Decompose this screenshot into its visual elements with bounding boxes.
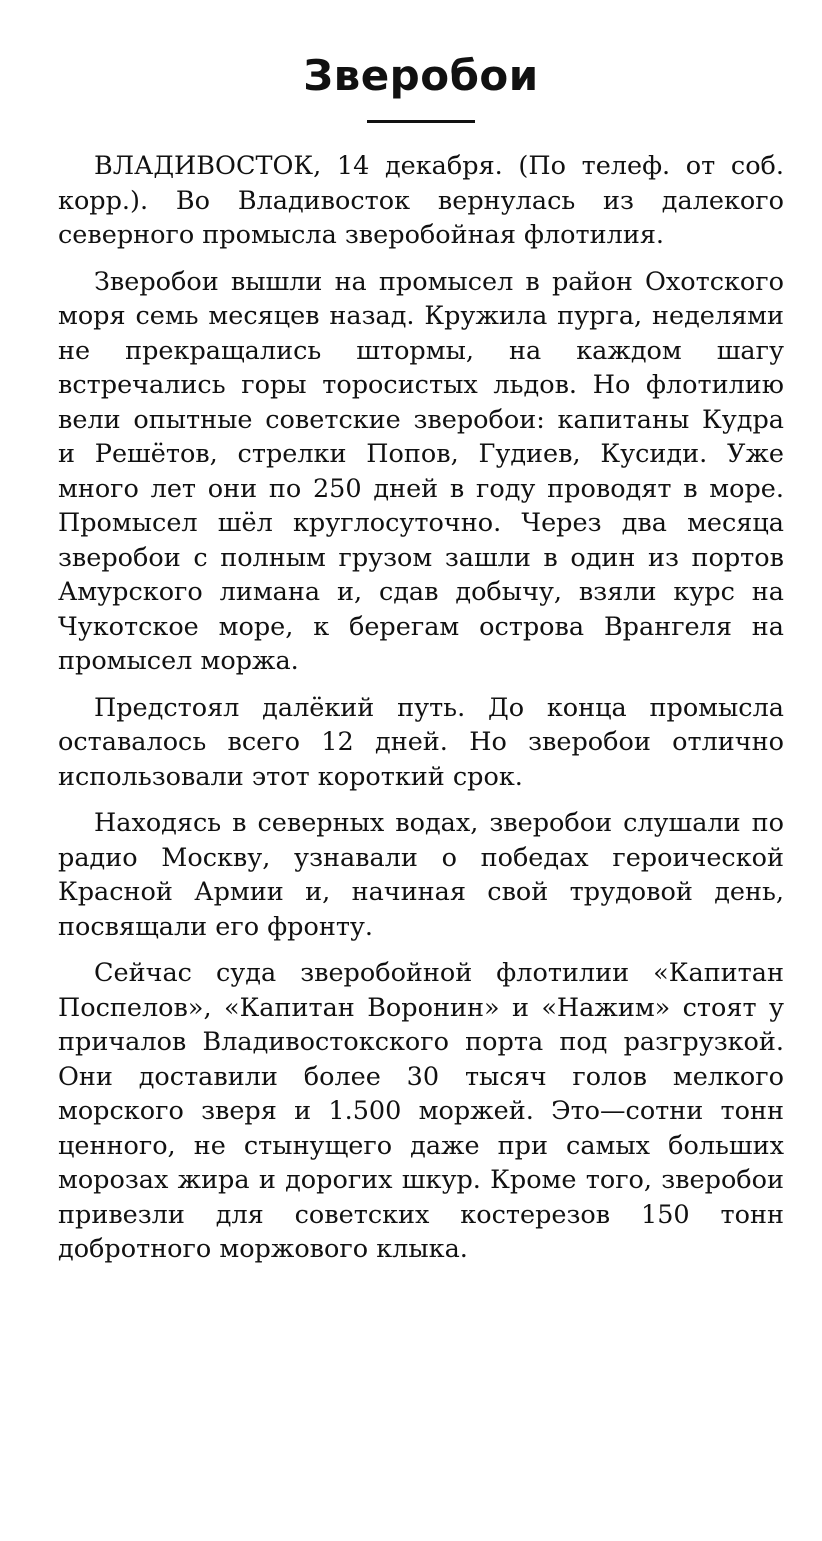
article-title: Зверобои [303, 51, 539, 100]
article-paragraph-3: Предстоял далёкий путь. До конца промысла оставалось всего 12 дней. Но зверобои отлично использовали этот короткий срок. [58, 692, 784, 792]
news-article [58, 48, 784, 1279]
article-paragraph-5: Сейчас суда зверобойной флотилии «Капитан Поспелов», «Капитан Воронин» и «Нажим» стоят у причалов Владивостокского порта под разгрузкой. Они доставили более 30 тысяч голов мелкого морского зверя и 1.500 моржей. Это—сотни тонн ценного, не стынущего даже при самых больших морозах жира и дорогих шкур. Кроме того, зверобои привезли для советских костерезов 150 тонн добротного моржового клыка. [58, 958, 784, 1264]
article-paragraph-2: Зверобои вышли на промысел в район Охотского моря семь месяцев назад. Кружила пурга, неделями не прекращались штормы, на каждом шагу встречались горы торосистых льдов. Но флотилию вели опытные советские зверобои: капитаны Кудра и Решётов, стрелки Попов, Гудиев, Кусиди. Уже много лет они по 250 дней в году проводят в море. Промысел шёл круглосуточно. Через два месяца зверобои с полным грузом зашли в один из портов Амурского лимана и, сдав добычу, взяли курс на Чукотское море, к берегам острова Врангеля на промысел моржа. [58, 266, 784, 676]
article-paragraph-1: ВЛАДИВОСТОК, 14 декабря. (По телеф. от соб. корр.). Во Владивосток вернулась из далекого северного промысла зверобойная флотилия. [58, 151, 784, 250]
article-paragraph-4: Находясь в северных водах, зверобои слушали по радио Москву, узнавали о победах героической Красной Армии и, начиная свой трудовой день, посвящали его фронту. [58, 808, 784, 942]
title-divider [367, 120, 475, 123]
